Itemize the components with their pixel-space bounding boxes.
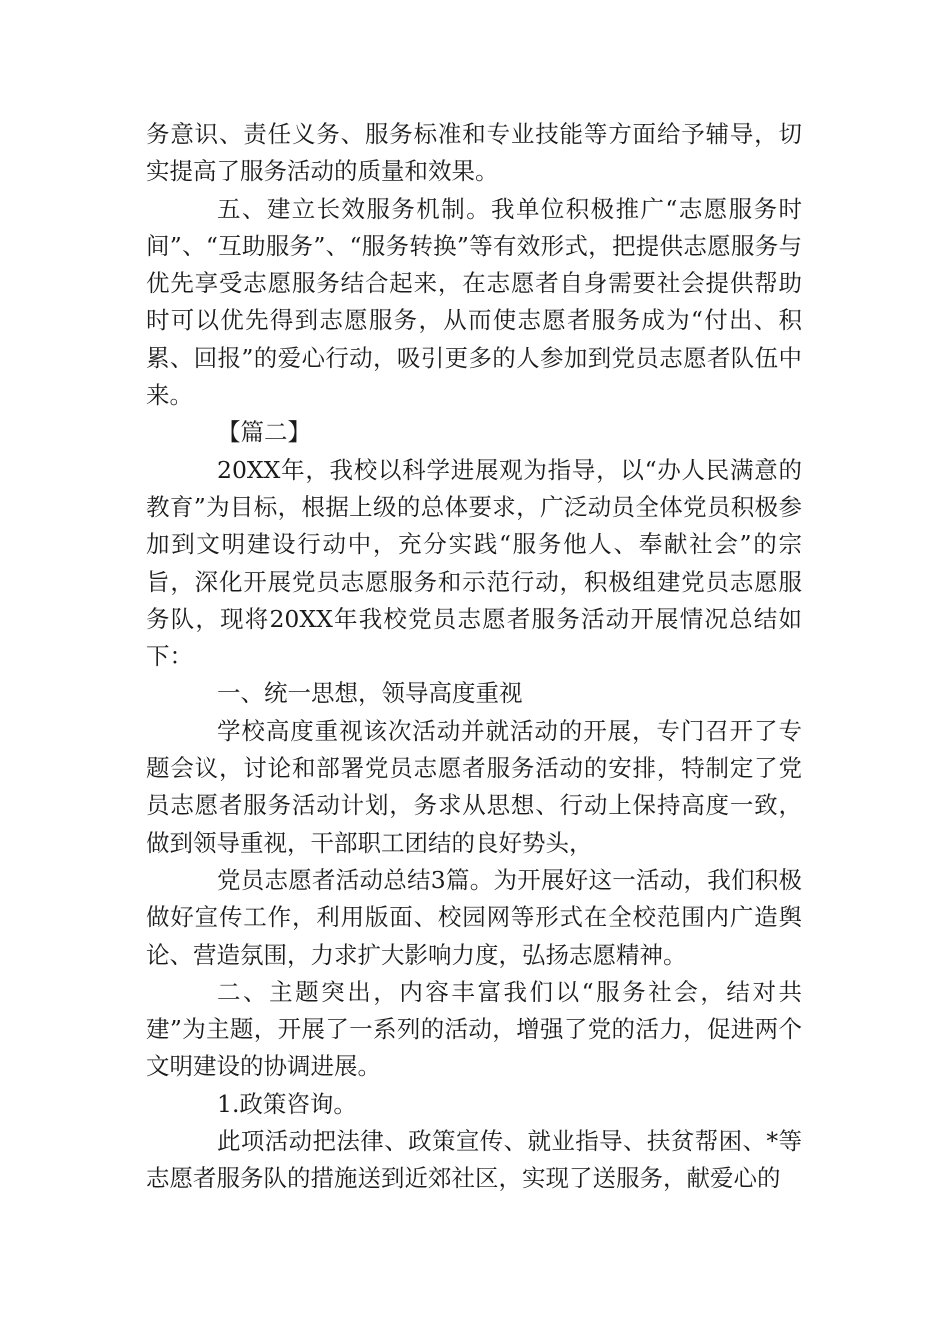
heading-prominent-theme: 二、主题突出，内容丰富我们以“服务社会，结对共建”为主题，开展了一系列的活动，增强了党的活力，促进两个文明建设的协调进展。 [146,977,802,1081]
paragraph-service-guidance-continued: 务意识、责任义务、服务标准和专业技能等方面给予辅导，切实提高了服务活动的质量和效果。 [146,120,802,186]
paragraph-intro-summary: 20XX年，我校以科学进展观为指导，以“办人民满意的教育”为目标，根据上级的总体要求，广泛动员全体党员积极参加到文明建设行动中，充分实践“服务他人、奉献社会”的宗旨，深化开展党员志愿服务和示范行动，积极组建党员志愿服务队，现将20XX年我校党员志愿者服务活动开展情况总结如下： [146,455,802,671]
document-body [146,116,802,1198]
heading-policy-consulting: 1.政策咨询。 [217,1089,357,1118]
section-heading-part-two: 【篇二】 [217,418,311,447]
paragraph-publicity-work: 党员志愿者活动总结3篇。为开展好这一活动，我们积极做好宣传工作，利用版面、校园网等形式在全校范围内广造舆论、营造氛围，力求扩大影响力度，弘扬志愿精神。 [146,865,802,969]
heading-unify-thinking: 一、统一思想，领导高度重视 [217,679,523,708]
paragraph-school-attention: 学校高度重视该次活动并就活动的开展，专门召开了专题会议，讨论和部署党员志愿者服务活动的安排，特制定了党员志愿者服务活动计划，务求从思想、行动上保持高度一致，做到领导重视，干部职工团结的良好势头， [146,716,802,857]
paragraph-long-term-mechanism: 五、建立长效服务机制。我单位积极推广“志愿服务时间”、“互助服务”、“服务转换”等有效形式，把提供志愿服务与优先享受志愿服务结合起来，在志愿者自身需要社会提供帮助时可以优先得到志愿服务，从而使志愿者服务成为“付出、积累、回报”的爱心行动，吸引更多的人参加到党员志愿者队伍中来。 [146,194,802,410]
paragraph-policy-activity: 此项活动把法律、政策宣传、就业指导、扶贫帮困、*等志愿者服务队的措施送到近郊社区，实现了送服务，献爱心的 [146,1127,802,1193]
